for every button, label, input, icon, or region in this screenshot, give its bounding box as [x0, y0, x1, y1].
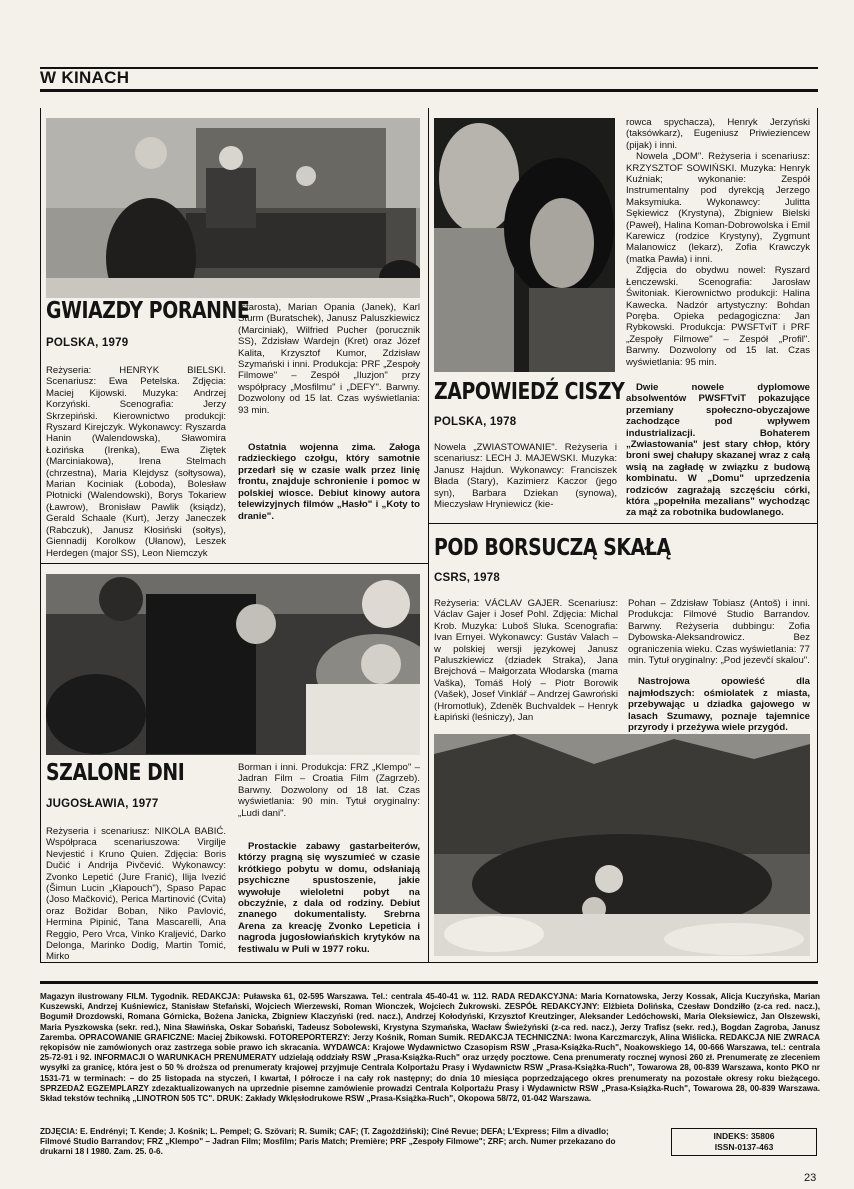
film-credits-continued — [238, 302, 420, 532]
credits-text: Zdjęcia do obydwu nowel: Ryszard Łenczewski. Scenografia: Jarosław Świtoniak. Kierownictwo produkcji: Halina Kawecka. Nadzór artystyczny: Bohdan Poręba. Opieka pedagogiczna: Jan Rybkowski. Produkcja: PWSFTviT i PRF „Zespoły Filmowe" – Zespół „Profil". Barwny. Dozwolony od 15 lat. Czas wyświetlania: 95 min. — [626, 265, 810, 368]
film-credits — [434, 598, 618, 733]
footer-rule-top — [40, 981, 818, 984]
frame-left — [40, 108, 41, 963]
film-credits-continued — [238, 762, 420, 965]
film-country: POLSKA, 1978 — [434, 416, 517, 428]
photo-zapowiedz-ciszy — [434, 118, 615, 372]
credits-text: Reżyseria i scenariusz: NIKOLA BABIĆ. Współpraca scenariuszowa: Virgilje Nevjestić i Kruno Quien. Zdjęcia: Boris Dučić i Andrija Pivčević. Wykonawcy: Zvonko Lepetić (Jure Franić), Ilija Ivezić (Šimun Lucin „Kłapouch"), Spaso Papac (Joso Mačković), Perica Martinović (Cvita) oraz Božidar Boban, Niko Pavlović, Hermina Pipinić, Tana Mascarelli, Ana Reggio, Pero Vrca, Vinko Kraljević, Darko Delonga, Marinko Dodig, Martin Tomić, Mirko — [46, 826, 226, 963]
masthead-text: Magazyn ilustrowany FILM. Tygodnik. REDAKCJA: Puławska 61, 02-595 Warszawa. Tel.: centrala 45-40-41 w. 112. RADA REDAKCYJNA: Maria Kornatowska, Jerzy Kossak, Alicja Kuczyńska, Marian Kuszewski, Andrzej Kuśniewicz, Stanisław Stefański, Wojciech Wierzewski, Roman Wionczek, Wojciech Żukrowski. ZESPÓŁ REDAKCYJNY: Elżbieta Dolińska, Czesław Dondziłło (z-ca red. nacz.), Bogumił Drozdowski, Romana Górnicka, Bożena Janicka, Zbigniew Klaczyński (red. nacz.), Andrzej Kołodyński, Krzysztof Kreutzinger, Aleksander Ledóchowski, Maria Oleksiewicz, Jan Olszewski, Maria Pyszkowska (sekr. red.), Nina Sławińska, Oskar Sobański, Tadeusz Sobolewski, Krystyna Szymańska, Wacław Świeżyński (z-ca red. nacz.), Jerzy Trafisz (sekr. red.), Bogdan Zagroba, Janusz Zaremba. OPRACOWANIE GRAFICZNE: Maciej Żbikowski. FOTOREPORTERZY: Jerzy Kośnik, Roman Sumik. REDAKCJA TECHNICZNA: Iwona Karczmarczyk, Alina Wiślicka. REDAKCJA NIE ZWRACA rękopisów nie zamówionych oraz zastrzega sobie prawo ich skracania. WYDAWCA: Krajowe Wydawnictwo Czasopism RSW „Prasa-Książka-Ruch", Noakowskiego 14, 00-666 Warszawa, tel.: centrala 25-72-91 i 92. INFORMACJI O WARUNKACH PRENUMERATY udzielają oddziały RSW „Prasa-Książka-Ruch" oraz urzędy pocztowe. Cena prenumeraty rocznej wynosi 260 zł. Prenumeratę ze zleceniem wysyłki za granicę, która jest o 50 % droższa od prenumeraty krajowej przyjmuje Centrala Kolportażu Prasy i Wydawnictw RSW „Prasa-Książka-Ruch", Towarowa 28, 00-839 Warszawa, konto PKO nr 1531-71 w terminach: – do 25 listopada na styczeń, I kwartał, I półrocze i na cały rok następny; do dnia 10 miesiąca poprzedzającego okres prenumeraty na pozostałe okresy roku bieżącego. SPRZEDAŻ EGZEMPLARZY zdezaktualizowanych na uprzednie pisemne zamówienie prowadzi Centrala Kolportażu Prasy i Wydawnictw RSW „Prasa-Książka-Ruch", Towarowa 28, 00-839 Warszawa. Skład tekstów techniką „LINOTRON 505 TC". DRUK: Zakłady Wklęsłodrukowe RSW „Prasa-Książka-Ruch", Okopowa 58/72, 01-042 Warszawa. — [40, 992, 820, 1104]
credits-text: Borman i inni. Produkcja: FRZ „Klempo" – Jadran Film – Croatia Film (Zagrzeb). Barwny. Dozwolony od 18 lat. Czas wyświetlania: 90 min. Tytuł oryginalny: „Ludi dani". — [238, 762, 420, 819]
film-synopsis: Nastrojowa opowieść dla najmłodszych: ośmiolatek z miasta, przebywając u dziadka gajowego w lasach Szumawy, poznaje tajemnice przyrody i przeżywa wiele przygód. — [628, 676, 810, 734]
film-country: POLSKA, 1979 — [46, 337, 129, 349]
index-box — [671, 1128, 817, 1156]
film-credits-continued — [626, 117, 810, 529]
photo-credits: ZDJĘCIA: E. Endrényi; T. Kende; J. Kośnik; L. Pempel; G. Szövari; R. Sumik; CAF; (T. Zagożdżiński); Ciné Revue; DEFA; L'Express; Film a divadlo; Filmové Studio Barrandov; FRZ „Klempo" – Jadran Film; Mosfilm; Paris Match; Première; PRF „Zespoły Filmowe"; ZRF; arch. Numer przekazano do drukarni 18 I 1980. Zam. 25. 0-6. — [40, 1127, 616, 1157]
credits-text: Nowela „ZWIASTOWANIE". Reżyseria i scenariusz: LECH J. MAJEWSKI. Muzyka: Janusz Hajdun. Wykonawcy: Franciszek Błada (Stary), Kazimierz Kaczor (jego syn), Barbara Dziekan (synowa), Mieczysław Hryniewicz (kie- — [434, 442, 617, 511]
film-credits-continued — [628, 598, 810, 743]
credits-text: Nowela „DOM". Reżyseria i scenariusz: KRZYSZTOF SOWIŃSKI. Muzyka: Henryk Kuźniak; wykonanie: Zespół Instrumentalny pod dyrekcją Jerzego Maksymiuka. Wykonawcy: Julitta Sękiewicz (Krystyna), Zbigniew Bielski (Paweł), Halina Koman-Dobrowolska i Emil Karewicz (rodzice Krystyny), Zygmunt Malanowicz (lekarz), Zofia Krawczyk (matka Pawła) i inni. — [626, 151, 810, 265]
credits-text: Reżyseria: HENRYK BIELSKI. Scenariusz: Ewa Petelska. Zdjęcia: Maciej Kijowski. Muzyka: Andrzej Korzyński. Scenografia: Jerzy Skrzepiński. Kierownictwo produkcji: Ryszard Kirejczyk. Wykonawcy: Ryszarda Hanin (Walendowska), Sławomira Łozińska (Irenka), Ewa Ziętek (Marciniakowa), Irena Stelmach (chrzestna), Maria Klejdysz (sołtysowa), Marian Kociniak (Łoboda), Bolesław Płotnicki (Walendowski), Borys Tokariew (Ławrow), Bronisław Pawlik (ksiądz), Gerald Schaale (Kurt), Jerzy Janeczek (Rabczuk), Janusz Kłosiński (sołtys), Giennadij Korolkow (Ułanow), Leszek Herdegen (major SS), Leon Niemczyk — [46, 365, 226, 559]
film-country: JUGOSŁAWIA, 1977 — [46, 798, 159, 810]
film-title: ZAPOWIEDŹ CISZY — [434, 379, 625, 405]
film-credits — [46, 826, 226, 973]
film-country: CSRS, 1978 — [434, 572, 500, 584]
film-synopsis: Ostatnia wojenna zima. Załoga radzieckiego czołgu, który samotnie przedarł się w czasie walk przez linię frontu, znajduje schronienie i pomoc w polskiej wiosce. Debiut kinowy autora telewizyjnych filmów „Hasło" i „Koty to dranie". — [238, 442, 420, 522]
header-rule — [40, 89, 818, 92]
film-synopsis: Prostackie zabawy gastarbeiterów, którzy pragną się wyszumieć w czasie krótkiego pobytu w domu, odsłaniają psychiczne spustoszenie, jakie wywołuje wieloletni pobyt na obczyźnie, z dala od rodziny. Debiut znanego dokumentalisty. Srebrna Arena za kreację Zvonko Lepeticia i nagroda jugosłowiańskich krytyków na festiwalu w Puli w 1977 roku. — [238, 841, 420, 955]
film-title: SZALONE DNI — [46, 760, 185, 786]
section-title: W KINACH — [40, 68, 130, 87]
page-number: 23 — [804, 1172, 817, 1184]
credits-text: rowca spychacza), Henryk Jerzyński (taksówkarz), Eugeniusz Priwieziencew (pijak) i inni. — [626, 117, 810, 151]
credits-text: Pohan – Zdzisław Tobiasz (Antoš) i inni. Produkcja: Filmové Studio Barrandov. Barwny. Reżyseria dubbingu: Zofia Dybowska-Aleksandrowicz. Bez ograniczenia wieku. Czas wyświetlania: 77 min. Tytuł oryginalny: „Pod jezevčí skalou". — [628, 598, 810, 667]
issn-number: ISSN-0137-463 — [714, 1142, 774, 1152]
index-number: INDEKS: 35806 — [713, 1131, 775, 1141]
photo-pod-borsucza-skala — [434, 734, 810, 956]
film-title: GWIAZDY PORANNE — [46, 298, 250, 324]
credits-text: Reżyseria: VÁCLAV GAJER. Scenariusz: Václav Gajer i Josef Pohl. Zdjęcia: Michal Krob. Muzyka: Luboš Sluka. Scenografia: Ivan Ernyei. Wykonawcy: Gustáv Valach – w polskiej wersji językowej Janusz Paluszkiewicz (dziadek Straka), Jana Brejchová – Małgorzata Włodarska (mama Vaška), Tomáš Holý – Piotr Borowik (Vašek), Josef Vinklář – Andrzej Gawroński (Hromotluk), Zdeněk Buchvaldek – Henryk Łapiński (leśniczy), Jan — [434, 598, 618, 724]
frame-mid-vertical — [428, 108, 429, 963]
frame-right — [817, 108, 818, 963]
film-credits — [46, 365, 226, 569]
film-credits — [434, 442, 617, 520]
photo-gwiazdy-poranne — [46, 118, 420, 298]
film-title: POD BORSUCZĄ SKAŁĄ — [434, 535, 671, 561]
credits-text: (starosta), Marian Opania (Janek), Karl Sturm (Buratschek), Janusz Paluszkiewicz (Marciniak), Wilfried Pucher (porucznik SS), Zdzisław Wardejn (Kret) oraz Józef Kalita, Krzysztof Kumor, Zdzisław Szymański i inni. Produkcja: PRF „Zespoły Filmowe" – Zespół „Iluzjon" przy współpracy „Mosfilmu" i „DEFY". Barwny. Dozwolony od 15 lat. Czas wyświetlania: 93 min. — [238, 302, 420, 416]
photo-szalone-dni — [46, 574, 420, 755]
film-synopsis: Dwie nowele dyplomowe absolwentów PWSFTviT pokazujące przemiany społeczno-obyczajowe zachodzące pod wpływem industrializacji. Bohaterem „Zwiastowania" jest stary chłop, który broni swej chałupy skazanej wraz z całą wsią na zagładę w związku z budową kombinatu. W „Domu" uprzedzenia rodziców zagrażają szczęściu córki, która „popełniła mezalians" wychodząc za mąż za robotnika budowlanego. — [626, 381, 810, 519]
